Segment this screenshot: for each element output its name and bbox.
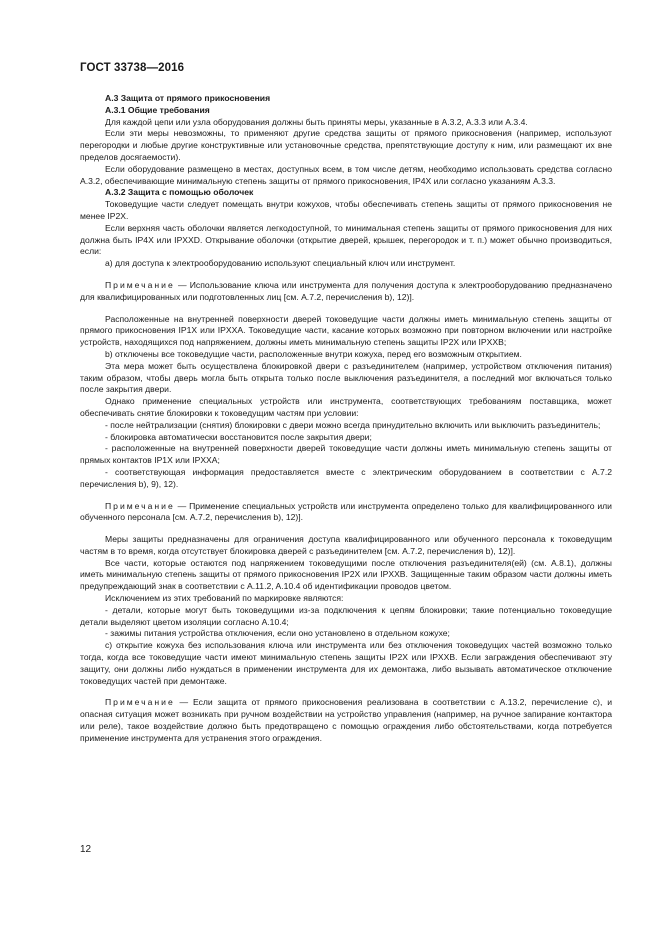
paragraph: Если эти меры невозможны, то применяют другие средства защиты от прямого прикосновения (например, используют перегородки и любые другие конструктивные или установочные средства, препятствующие доступу к ним, или размещают их вне пределов досягаемости). — [80, 128, 612, 162]
note-label: Примечание — [105, 279, 175, 290]
note-text: — Применение специальных устройств или инструмента определено только для квалифицированного или обученного персонала [см. A.7.2, перечисления b), 12)]. — [80, 500, 612, 523]
note — [80, 280, 612, 304]
paragraph: Эта мера может быть осуществлена блокировкой двери с разъединителем (например, устройством отключения питания) таким образом, чтобы дверь могла быть открыта только после выключения разъединителя, а последний мог включаться только после закрытия двери. — [80, 360, 612, 395]
section-heading: A.3 Защита от прямого прикосновения — [105, 93, 271, 103]
list-item: - зажимы питания устройства отключения, если оно установлено в отдельном кожухе; — [105, 628, 450, 639]
document-body — [80, 93, 612, 755]
paragraph: Токоведущие части следует помещать внутри кожухов, чтобы обеспечивать степень защиты от прямого прикосновения не менее IP2X. — [80, 199, 612, 221]
paragraph: b) отключены все токоведущие части, расположенные внутри кожуха, перед его возможным открытием. — [105, 348, 522, 359]
paragraph: Все части, которые остаются под напряжением токоведущими после отключения разъединителя(ей) (см. A.8.1), должны иметь минимальную степень защиты от прямого прикосновения IP2X или IPXXB. Защищенные таким образом части должны иметь предупреждающий знак в соответствии с A.11.2, A.10.4 об идентификации проводов цветом. — [80, 557, 612, 592]
subsection-heading: A.3.1 Общие требования — [105, 104, 210, 115]
note — [80, 697, 612, 744]
paragraph: Расположенные на внутренней поверхности дверей токоведущие части должны иметь минимальную степень защиты от прямого прикосновения IP1X или IPXXA. Токоведущие части, касание которых возможно при повторном включении или настройке устройств, находящихся под напряжением, должны иметь минимальную степень защиты IP2X или IPXXB; — [80, 313, 612, 348]
note-label: Примечание — [105, 500, 175, 511]
paragraph: Если верхняя часть оболочки является легкодоступной, то минимальная степень защиты от прямого прикосновения для них должна быть IP4X или IPXXD. Открывание оболочки (открытие дверей, крышек, перегородок и т. п.) может обычно производиться, если: — [80, 222, 612, 257]
subsection-heading: A.3.2 Защита с помощью оболочек — [105, 187, 254, 198]
paragraph: Исключением из этих требований по маркировке являются: — [105, 593, 344, 604]
page-header-title: ГОСТ 33738—2016 — [80, 62, 185, 74]
list-item: - после нейтрализации (снятия) блокировки с двери можно всегда принудительно включить или выключить разъединитель; — [105, 419, 601, 430]
note-text: — Использование ключа или инструмента для получения доступа к электрооборудованию предназначено для квалифицированных или подготовленных лиц [см. A.7.2, перечисления b), 12)]. — [80, 279, 612, 302]
paragraph: Меры защиты предназначены для ограничения доступа квалифицированного или обученного персонала к токоведущим частям в то время, когда отсутствует блокировка дверей с разъединителем [см. A.7.2, перечисления b), 12)]. — [80, 534, 612, 556]
list-item: - детали, которые могут быть токоведущими из-за подключения к цепям блокировки; такие потенциально токоведущие детали выделяют цветом изоляции согласно A.10.4; — [80, 604, 612, 627]
page-number: 12 — [80, 844, 92, 855]
list-item: - расположенные на внутренней поверхности дверей токоведущие части должны иметь минимальную степень защиты от прямых контактов IP1X или IPXXA; — [80, 443, 612, 466]
list-item: - соответствующая информация предоставляется вместе с электрическим оборудованием в соответствии с A.7.2 перечисления b), 9), 12). — [80, 466, 612, 489]
paragraph: Однако применение специальных устройств или инструмента, соответствующих требованиям поставщика, может обеспечивать снятие блокировки к токоведущим частям при условии: — [80, 396, 612, 418]
note — [80, 501, 612, 525]
paragraph: Для каждой цепи или узла оборудования должны быть приняты меры, указанные в A.3.2, A.3.3 или A.3.4. — [105, 116, 528, 127]
paragraph: с) открытие кожуха без использования ключа или инструмента или без отключения токоведущих частей возможно только тогда, когда все токоведущие части имеют минимальную степень защиты IP2X или IPXXB. Если заграждения обеспечивают эту защиту, они должны либо нуждаться в применении инструмента для их демонтажа, либо вызывать автоматическое отключение токоведущих частей при демонтаже. — [80, 640, 612, 686]
paragraph: Если оборудование размещено в местах, доступных всем, в том числе детям, необходимо использовать средства согласно A.3.2, обеспечивающие минимальную степень защиты от прямого прикосновения, IP4X или согласно указаниям A.3.3. — [80, 163, 612, 186]
note-label: Примечание — [105, 697, 175, 708]
list-item: - блокировка автоматически восстановится после закрытия двери; — [105, 431, 372, 442]
note-text: — Если защита от прямого прикосновения реализована в соответствии с A.13.2, перечисление с), и опасная ситуация может возникать при ручном воздействии на устройство управления (например, на ручное запирание контактора или реле), такое воздействие должно быть предотвращено с помощью ограждения либо обстоятельствами, когда потребуется применение инструмента для устранения этого ограждения. — [80, 697, 612, 743]
paragraph: а) для доступа к электрооборудованию используют специальный ключ или инструмент. — [105, 258, 456, 269]
